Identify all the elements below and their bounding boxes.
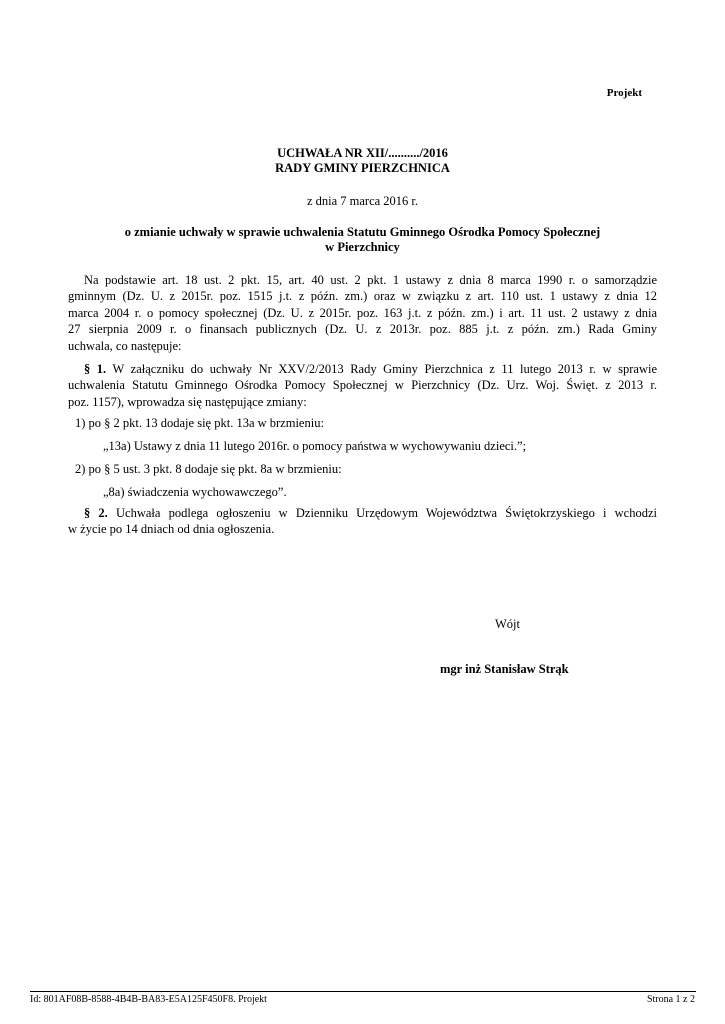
paragraph-2-text: Uchwała podlega ogłoszeniu w Dzienniku Urzędowym Województwa Świętokrzyskiego i wchodzi: [107, 506, 657, 520]
paragraph-1-text: W załączniku do uchwały Nr XXV/2/2013 Rady Gminy Pierzchnica z 11 lutego 2013 r. w sprawie: [106, 362, 657, 376]
footer-divider: [30, 991, 696, 992]
page-number: Strona 1 z 2: [646, 994, 695, 1005]
resolution-number: UCHWAŁA NR XII/........../2016: [277, 146, 448, 160]
paragraph-1-line: [68, 361, 657, 377]
signature-name: mgr inż Stanisław Strąk: [440, 662, 569, 676]
paragraph-2-line: w życie po 14 dniach od dnia ogłoszenia.: [68, 522, 275, 537]
signature-role: Wójt: [495, 617, 520, 631]
amendment-quote-2: „8a) świadczenia wychowawczego”.: [103, 485, 287, 499]
paragraph-1-line: poz. 1157), wprowadza się następujące zmiany:: [68, 394, 307, 409]
resolution-date: z dnia 7 marca 2016 r.: [306, 194, 419, 208]
paragraph-1: [68, 361, 657, 410]
council-name: RADY GMINY PIERZCHNICA: [275, 161, 450, 175]
paragraph-1-line: uchwalenia Statutu Gminnego Ośrodka Pomocy Społecznej w Pierzchnicy (Dz. Urz. Woj. Święt. z 2013 r.: [68, 378, 657, 393]
document-id: Id: 801AF08B-8588-4B4B-BA83-E5A125F450F8. Projekt: [30, 994, 267, 1005]
preamble: [68, 272, 657, 354]
subject-line-1: o zmianie uchwały w sprawie uchwalenia Statutu Gminnego Ośrodka Pomocy Społecznej: [124, 225, 601, 239]
preamble-line: 27 sierpnia 2009 r. o finansach publicznych (Dz. U. z 2013r. poz. 885 j.t. z późn. zm.) Rada Gminy: [68, 322, 657, 337]
amendment-item-1: 1) po § 2 pkt. 13 dodaje się pkt. 13a w brzmieniu:: [75, 416, 324, 430]
paragraph-2-label: § 2.: [84, 506, 108, 520]
subject-line-2: w Pierzchnicy: [325, 240, 400, 254]
preamble-line: Na podstawie art. 18 ust. 2 pkt. 15, art. 40 ust. 2 pkt. 1 ustawy z dnia 8 marca 1990 r. o samorządzie: [84, 273, 657, 287]
amendment-quote-1: „13a) Ustawy z dnia 11 lutego 2016r. o pomocy państwa w wychowywaniu dzieci.”;: [103, 439, 527, 453]
amendment-item-2: 2) po § 5 ust. 3 pkt. 8 dodaje się pkt. 8a w brzmieniu:: [75, 462, 342, 476]
paragraph-1-label: § 1.: [84, 362, 107, 376]
preamble-line: marca 2004 r. o pomocy społecznej (Dz. U. z 2015r. poz. 163 j.t. z późn. zm.) i art. 11 ust. 2 ustawy z dnia: [68, 305, 657, 320]
document-status-label: Projekt: [606, 87, 642, 99]
paragraph-2: [68, 505, 657, 538]
resolution-subject: [0, 225, 725, 255]
preamble-line: gminnym (Dz. U. z 2015r. poz. 1515 j.t. z późn. zm.) oraz w związku z art. 110 ust. 1 ustawy z dnia 12: [68, 289, 657, 304]
preamble-line: uchwala, co następuje:: [68, 338, 182, 353]
paragraph-2-line: [68, 505, 657, 521]
